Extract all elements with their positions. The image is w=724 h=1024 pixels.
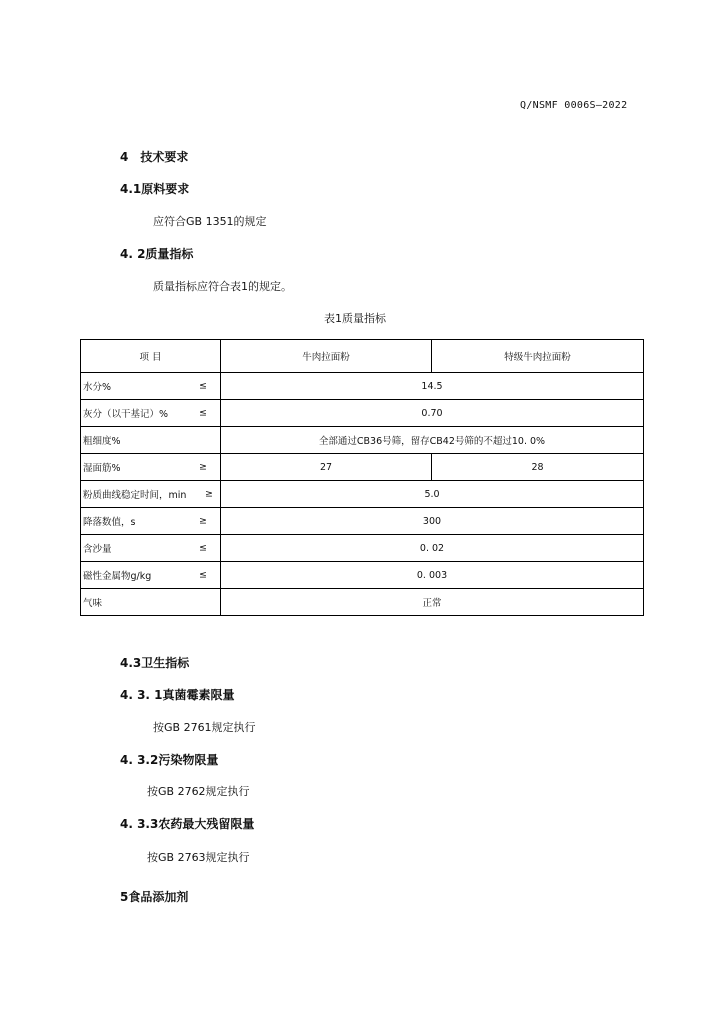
section-4-heading [120, 148, 188, 165]
row-label: 湿面筋% [83, 463, 121, 474]
row-label-cell [81, 481, 221, 508]
table-row [81, 508, 644, 535]
row-label-cell [81, 562, 221, 589]
row-label: 粉质曲线稳定时间，min [83, 490, 187, 501]
section-4-3-1-heading: 4. 3. 1真菌霉素限量 [120, 688, 235, 702]
row-label-cell [81, 589, 221, 616]
row-operator: ≤ [199, 569, 207, 581]
section-4-1-text: 应符合GB 1351的规定 [153, 215, 267, 228]
section-5-heading: 5食品添加剂 [120, 890, 189, 904]
section-4-3-3-heading: 4. 3.3农药最大残留限量 [120, 817, 255, 831]
row-value: 300 [221, 508, 644, 535]
table-row [81, 481, 644, 508]
table-row [81, 589, 644, 616]
row-operator: ≥ [199, 515, 207, 527]
section-4-1-heading: 4.1原料要求 [120, 182, 190, 196]
row-value-beef: 27 [221, 454, 432, 481]
table-header-row [81, 340, 644, 373]
table-row [81, 535, 644, 562]
section-4-3-2-heading: 4. 3.2污染物限量 [120, 753, 219, 767]
row-operator: ≥ [199, 461, 207, 473]
row-label-cell [81, 535, 221, 562]
row-label-cell [81, 427, 221, 454]
row-value: 正常 [221, 589, 644, 616]
row-label: 灰分（以干基记）% [83, 409, 169, 420]
section-4-2-heading: 4. 2质量指标 [120, 247, 194, 261]
row-operator: ≤ [199, 407, 207, 419]
row-value: 14.5 [221, 373, 644, 400]
header-premium-beef-noodle-flour: 特级牛肉拉面粉 [432, 340, 644, 373]
table-row [81, 427, 644, 454]
section-4-3-1-text: 按GB 2761规定执行 [153, 721, 256, 734]
row-label-cell [81, 373, 221, 400]
row-value: 5.0 [221, 481, 644, 508]
table-row [81, 400, 644, 427]
row-label: 气味 [83, 598, 103, 609]
quality-table [80, 339, 644, 616]
table-row [81, 562, 644, 589]
row-value: 0. 02 [221, 535, 644, 562]
section-4-number: 4 [120, 150, 129, 164]
table-row [81, 373, 644, 400]
row-value: 0. 003 [221, 562, 644, 589]
section-4-3-2-text: 按GB 2762规定执行 [147, 785, 250, 798]
row-label: 磁性金属物g/kg [83, 571, 152, 582]
row-value-premium: 28 [432, 454, 644, 481]
row-operator: ≤ [199, 380, 207, 392]
header-beef-noodle-flour: 牛肉拉面粉 [221, 340, 432, 373]
section-4-2-text: 质量指标应符合表1的规定。 [153, 280, 292, 293]
row-value: 全部通过CB36号筛，留存CB42号筛的不超过10. 0% [221, 427, 644, 454]
row-label: 降落数值，s [83, 517, 136, 528]
row-operator: ≥ [205, 488, 213, 500]
row-operator: ≤ [199, 542, 207, 554]
row-value: 0.70 [221, 400, 644, 427]
row-label: 含沙量 [83, 544, 112, 555]
row-label-cell [81, 454, 221, 481]
table-caption: 表1质量指标 [324, 312, 386, 325]
section-4-3-heading: 4.3卫生指标 [120, 656, 190, 670]
row-label: 粗细度% [83, 436, 121, 447]
header-item: 项 目 [81, 340, 221, 373]
document-code: Q/NSMF 0006S—2022 [520, 100, 628, 111]
row-label: 水分% [83, 382, 112, 393]
section-4-3-3-text: 按GB 2763规定执行 [147, 851, 250, 864]
row-label-cell [81, 400, 221, 427]
table-row [81, 454, 644, 481]
row-label-cell [81, 508, 221, 535]
section-4-title: 技术要求 [140, 150, 189, 164]
